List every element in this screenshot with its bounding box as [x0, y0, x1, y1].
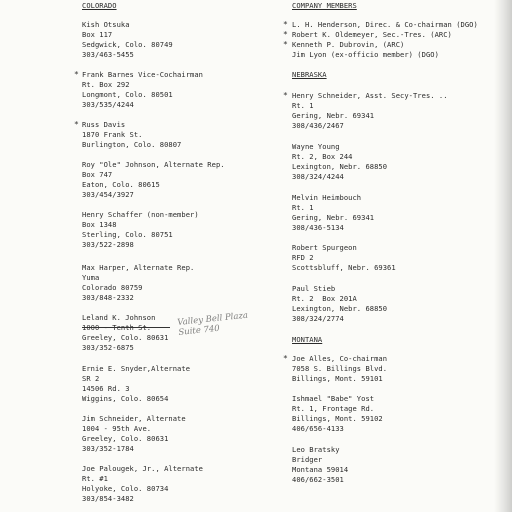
address-line: Gering, Nebr. 69341 [292, 213, 375, 222]
phone-line: 308/436-5134 [292, 223, 344, 232]
address-line: Scottsbluff, Nebr. 69361 [292, 263, 396, 272]
phone-line: 303/352-1784 [82, 444, 134, 453]
phone-line: 308/324/4244 [292, 172, 344, 181]
member-name: Leland K. Johnson [82, 313, 156, 322]
member-name: Joe Alles, Co-chairman [292, 354, 388, 363]
member-name: Russ Davis [82, 120, 126, 129]
member-name: Robert K. Oldemeyer, Sec.-Tres. (ARC) [292, 30, 452, 39]
member-name: Kenneth P. Dubrovin, (ARC) [292, 40, 405, 49]
address-line: Burlington, Colo. 80807 [82, 140, 182, 149]
member-name: Henry Schneider, Asst. Secy-Tres. .. [292, 91, 448, 100]
asterisk-mark: * [74, 120, 79, 129]
member-name: Joe Palougek, Jr., Alternate [82, 464, 203, 473]
asterisk-mark: * [283, 91, 288, 100]
address-line: Bridger [292, 455, 323, 464]
address-line: Greeley, Colo. 80631 [82, 333, 169, 342]
phone-line: 406/662-3501 [292, 475, 344, 484]
member-name: Kish Otsuka [82, 20, 130, 29]
member-name: Melvin Heimbouch [292, 193, 362, 202]
member-name: Ernie E. Snyder,Alternate [82, 364, 191, 373]
member-name: Max Harper, Alternate Rep. [82, 263, 195, 272]
address-line: Lexington, Nebr. 68850 [292, 304, 388, 313]
member-name: Ishmael "Babe" Yost [292, 394, 375, 403]
member-name: Jim Schneider, Alternate [82, 414, 186, 423]
member-name: Leo Bratsky [292, 445, 340, 454]
address-line: Rt. Box 292 [82, 80, 130, 89]
address-line: Box 1348 [82, 220, 117, 229]
company-members-heading: COMPANY MEMBERS [292, 1, 357, 10]
member-name: Paul Stieb [292, 284, 336, 293]
member-name: Roy "Ole" Johnson, Alternate Rep. [82, 160, 225, 169]
address-line: Holyoke, Colo. 80734 [82, 484, 169, 493]
address-line: Sedgwick, Colo. 80749 [82, 40, 173, 49]
address-line: Box 117 [82, 30, 113, 39]
address-line: Montana 59014 [292, 465, 349, 474]
strikethrough-line [82, 327, 170, 328]
address-line: Eaton, Colo. 80615 [82, 180, 160, 189]
asterisk-mark: * [283, 20, 288, 29]
member-name: L. H. Henderson, Direc. & Co-chairman (DGO) [292, 20, 478, 29]
phone-line: 303/463-5455 [82, 50, 134, 59]
colorado-heading: COLORADO [82, 1, 117, 10]
asterisk-mark: * [283, 354, 288, 363]
scan-shadow-edge [494, 0, 512, 512]
member-name: Frank Barnes Vice-Cochairman [82, 70, 203, 79]
address-line: Sterling, Colo. 80751 [82, 230, 173, 239]
asterisk-mark: * [283, 30, 288, 39]
address-line: 7058 S. Billings Blvd. [292, 364, 388, 373]
phone-line: 303/454/3927 [82, 190, 134, 199]
address-line: Wiggins, Colo. 80654 [82, 394, 169, 403]
phone-line: 303/848-2332 [82, 293, 134, 302]
address-line: Rt. 2 Box 201A [292, 294, 357, 303]
address-line: Billings, Mont. 59101 [292, 374, 383, 383]
handwritten-note: Valley Bell Plaza Suite 740 [176, 310, 249, 338]
phone-line: 303/522-2898 [82, 240, 134, 249]
address-line: 14506 Rd. 3 [82, 384, 130, 393]
address-line: Box 747 [82, 170, 113, 179]
member-name: Jim Lyon (ex-officio member) (DGO) [292, 50, 439, 59]
address-line: 1004 - 95th Ave. [82, 424, 152, 433]
phone-line: 308/436/2467 [292, 121, 344, 130]
address-line: Gering, Nebr. 69341 [292, 111, 375, 120]
member-name: Robert Spurgeon [292, 243, 357, 252]
address-line: Yuma [82, 273, 100, 282]
member-name: Henry Schaffer (non-member) [82, 210, 199, 219]
phone-line: 303/535/4244 [82, 100, 134, 109]
address-line: Billings, Mont. 59102 [292, 414, 383, 423]
montana-heading: MONTANA [292, 335, 323, 344]
nebraska-heading: NEBRASKA [292, 70, 327, 79]
asterisk-mark: * [74, 70, 79, 79]
address-line: RFD 2 [292, 253, 314, 262]
address-line: Longmont, Colo. 80501 [82, 90, 173, 99]
address-line: Greeley, Colo. 80631 [82, 434, 169, 443]
address-line: Rt. #1 [82, 474, 108, 483]
phone-line: 406/656-4133 [292, 424, 344, 433]
address-line: Rt. 1, Frontage Rd. [292, 404, 375, 413]
address-line: Rt. 1 [292, 101, 314, 110]
address-line: 1870 Frank St. [82, 130, 143, 139]
address-line: Rt. 2, Box 244 [292, 152, 353, 161]
asterisk-mark: * [283, 40, 288, 49]
member-name: Wayne Young [292, 142, 340, 151]
phone-line: 303/352-6875 [82, 343, 134, 352]
address-line: SR 2 [82, 374, 100, 383]
phone-line: 303/854-3482 [82, 494, 134, 503]
phone-line: 308/324/2774 [292, 314, 344, 323]
address-line: Colorado 80759 [82, 283, 143, 292]
address-line: Rt. 1 [292, 203, 314, 212]
address-line: Lexington, Nebr. 68850 [292, 162, 388, 171]
